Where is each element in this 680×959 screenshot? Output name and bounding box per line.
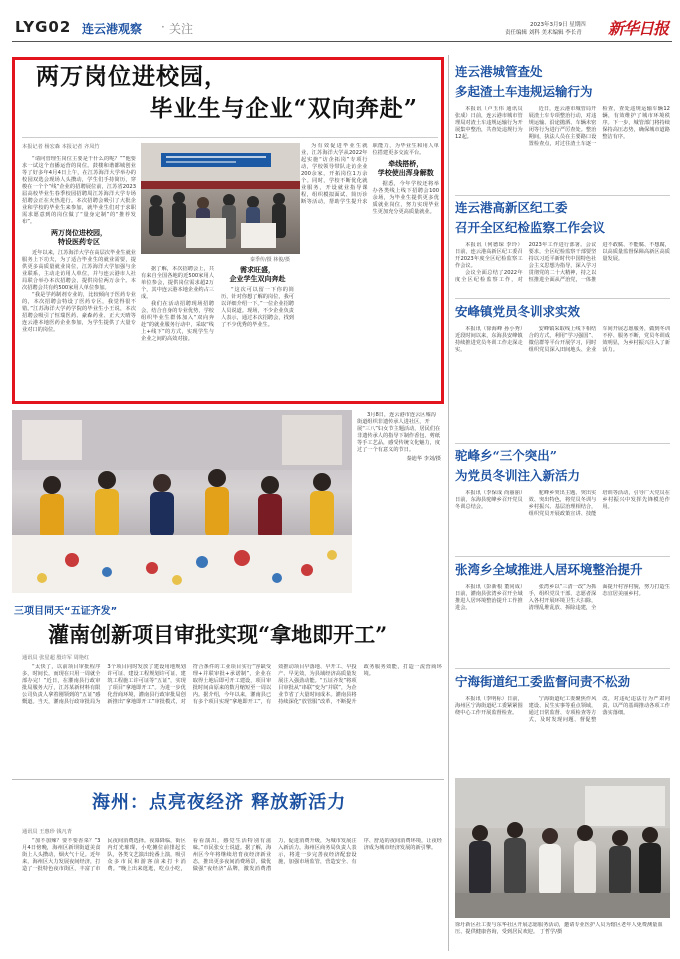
- lead-text-col3: [301, 143, 439, 400]
- story2-body: [22, 664, 442, 772]
- sidebar-divider-3: [455, 443, 670, 444]
- lead-subhead-1: 两万岗位进校园， 特设医药专区: [51, 229, 107, 246]
- lead-title: [22, 61, 438, 125]
- sidebar-item-3: [455, 302, 670, 440]
- sidebar-title-3: 安峰镇党员冬训求实效: [455, 304, 581, 319]
- sidebar-title-6: 宁海街道纪工委监督问责不松劲: [455, 674, 631, 689]
- story2-divider: [12, 779, 444, 780]
- lead-divider: [22, 137, 438, 138]
- lead-paragraph-7: 为有效促进毕业生就业，江苏海洋大学从2022年起实施“访企拓岗”专项行动，学校领导带队走访企业200余家，开拓岗位1万余个。同时，学校不断优化就业服务，开设就业指导课程，组织模拟面试、简历诊断等活动，帮助学生提升求职能力，为毕业生和用人单位搭建更多交流平台。: [301, 143, 439, 205]
- sidebar-body-2: 会议全面总结了2022年度全区纪检监察工作，对2023年工作进行部署。会议要求，全区纪检监察干部要坚持以习近平新时代中国特色社会主义思想为指导，深入学习贯彻党的二十大精神，持之以恒推进全面从严治党，一体推进不敢腐、不能腐、不想腐，以高质量监督保障高新区高质量发展。: [455, 242, 670, 283]
- sidebar-photo-caption: [455, 922, 670, 952]
- story3-paragraph: “加不加辣？要不要香菜？”3月4日傍晚，海州区新坝街道美食街上人头攒动，烟火气十足。近年来，海州区大力发展夜间经济，打造了一批特色夜市街区，丰富了市民夜间消费选择。夜幕降临，街区内灯光璀璨，小吃摊位前排起长队，各类文艺演出轮番上演，吸引众多市民和游客前来打卡消费。“晚上出来逛逛，吃点小吃，看看演出，感觉生活特别有滋味。”市民张女士说道。据了解，海州区今年将继续培育夜经济新业态，推出更多夜间消费场景，做优做强“夜经济”品牌，激发消费潜力，促进消费升级，为城市发展注入新活力。海州区商务局负责人表示，将进一步完善夜经济配套设施，加强市场监管，营造安全、有序、舒适的夜间消费环境，让夜经济成为城市经济发展的新引擎。: [22, 838, 442, 872]
- header-rule: [12, 41, 672, 42]
- sidebar-byline-4: 本报讯（李保成 尚丽丽）日前，东海县驼峰乡召开党员冬训总结会。: [455, 490, 523, 510]
- lead-paragraph-1: “请问管理生岗位主要是干什么的呢？””他要求一试这个直播运营的岗位。鼓楼和谐都城创业等了好多年4月4日上午，在江苏海洋大学举办的校园双选会现场人头攒动，学生们手持简历，穿梭在一个个“线”企业的招聘展位前，江苏省2023届高校毕业生春季校园招聘周江苏海洋大学专场招聘会正在火热进行。本次招聘会吸引了大批企业和学校的毕业生来参加，就毕业生们对于求职需求愿意到的岗位做了“量身定制”的“推荐发布”。: [22, 156, 136, 225]
- column-separator: [448, 55, 449, 951]
- sidebar-title-1: 连云港城管查处 多起渣土车违规运输行为: [455, 64, 593, 99]
- story2-paragraph: “太快了，以前项目审批程序多，时间长，而现在只用一周就全部办完！”近日，在灌南县行政审批局服务大厅，江苏某新材料有限公司负责人拿着刚领到的“五证”感慨道。当天，灌南县行政审批局为3个项目同时发放了建设用地规划许可证、建设工程规划许可证、建筑工程施工许可证等“五证”，实现了项目“拿地即开工”。为进一步优化营商环境，灌南县行政审批局创新推出“拿地即开工”审批模式，对符合条件的工业项目实行“容缺受理+并联审批+承诺制”，企业在取得土地后即可开工建设，项目审批时间由原来的数月缩短至一周以内。据介绍，今年以来，灌南县已有多个项目实现“拿地即开工”，有效推动项目早落地、早开工、早投产、早见效，为县域经济高质量发展注入强劲动能。“五证齐发”将项目审批从“串联”变为“并联”，为企业节省了大量时间成本。灌南县将持续深化“放管服”改革，不断提升政务服务效能，打造一流营商环境。: [22, 664, 442, 705]
- editors-line: 责任编辑 刘科 美术编辑 李长青: [505, 30, 582, 36]
- story2-kicker: 三项目同天“五证齐发”: [14, 606, 118, 617]
- story3-byline: 通讯员 王惠珍 钱凡青: [22, 829, 72, 835]
- lead-subhead-3: 牵线搭桥， 学校使出浑身解数: [377, 160, 434, 177]
- newspaper-logo: 新华日报: [608, 19, 669, 38]
- lead-photo: [141, 143, 300, 254]
- sidebar-body-6: 宁海街道纪工委聚焦作风建设、民生实事等重点领域，通过日常监督、专项检查等方式，及时发现问题、督促整改，对违纪违法行为严肃问责，以严的基调推动各项工作落实落细。: [528, 696, 670, 723]
- story2-byline: 通讯员 张星超 殷许军 周艳红: [22, 655, 90, 661]
- section-sub: 关注: [169, 22, 194, 36]
- page-header: LYG02 连云港观察 · 关注 2023年3月9日 星期四 责任编辑 刘科 美术编辑 李长青 新华日报: [15, 18, 669, 38]
- sidebar-title-4: 驼峰乡“三个突出” 为党员冬训注入新活力: [455, 448, 581, 483]
- sidebar-item-5: [455, 560, 670, 664]
- sidebar-item-2: [455, 198, 670, 298]
- lead-text-col1: [22, 156, 136, 400]
- intangible-heritage-scene: [12, 410, 352, 593]
- sidebar-body-5: 张湾乡以“三清一改”为抓手，组织党员干部、志愿者深入各村开展环境卫生大扫除，清理乱堆乱放、拆除违建，全面提升村容村貌，努力打造生态宜居美丽乡村。: [528, 584, 670, 611]
- sidebar-byline-5: 本报讯（彭新根 董同成）日前，灌南县张湾乡召开全域推进人居环境整治提升工作推进会。: [455, 584, 523, 611]
- lead-paragraph-2: 近年以来，江苏海洋大学在高层次毕业生就业服务上下功夫，为了适合毕业生的就业需要，提供更多高质量就业岗位，江苏海洋大学加强与企业联系，主动走访用人单位，并与连云港市人社局联合举办本次招聘会，提供岗位两万余个。本次招聘会共有约500家用人单位参加。: [22, 250, 136, 291]
- lead-paragraph-3: “我是学药制剂专业的，比较倾向于医药专业的，本次招聘会特设了医药专区，我觉得很不错。”江苏海洋大学药学院的毕业生小王说，本次招聘会吸引了恒瑞医药、豪森药业、正大天晴等连云港本地医药企业参加，为学生提供了大量专业对口的岗位。: [22, 292, 136, 333]
- sidebar-item-1: [455, 62, 670, 196]
- sidebar-byline-2: 本报讯（何德琛 李玲）日前，连云港高新区纪工委召开2023年度全区纪检监察工作会议。: [455, 242, 523, 269]
- sidebar-byline-1: 本报讯（卢玉伟 通讯员 张成）日前，连云港市城市管理局对渣土车违规运输行为开展集中整治，共查处违规行为12起。: [455, 106, 523, 140]
- sidebar-divider-5: [455, 668, 670, 669]
- sidebar-byline-3: 本报讯（徐海峰 孙小秀）近段时间以来，东海县安峰镇持续推进党员冬训工作走深走实。: [455, 326, 523, 353]
- sidebar-item-6: [455, 672, 670, 772]
- sidebar-body-3: 安峰镇采取线上线下相结合的方式，利用“学习强国”、微信群等平台开展学习，同时组织党员深入田间地头、企业车间开展志愿服务，做到冬训不停、服务不断，党员冬训成效明显，为乡村振兴注入了新活力。: [528, 326, 670, 353]
- feature-photo: [12, 410, 352, 593]
- sidebar-photo-credit: 丁哲学/摄: [539, 929, 563, 935]
- lead-title-line2: 毕业生与企业“双向奔赴”: [149, 95, 418, 122]
- lead-byline: 本报记者 杨宏森 本报记者 齐凤竹: [22, 144, 100, 150]
- lead-paragraph-8: 据悉，今年学校还将举办各类线上线下招聘会100余场，为毕业生提供更多优质就业岗位，努力实现毕业生更加充分更高质量就业。: [372, 181, 439, 215]
- sidebar-byline-6: 本报讯（李明标）日前，海州区宁海街道纪工委紧紧围绕中心工作开展监督检查。: [455, 696, 523, 716]
- sidebar-title-5: 张湾乡全域推进人居环境整治提升: [455, 562, 643, 577]
- lead-paragraph-6: “这次可以留一下你的简历，针对你想了解的岗位，我可以详细介绍一下。”一位企业招聘人员说道。现场，不少企业负责人表示，通过本次招聘会，找到了不少优秀的毕业生。: [221, 287, 294, 328]
- issue-date: 2023年3月9日 星期四: [530, 22, 586, 28]
- sidebar-photo: [455, 778, 670, 918]
- sidebar-photo-caption-text: 徐圩新区社工委与东华社区开展志愿服务活动，邀请专业医护人员为辖区老年人免费测量血压、提供健康咨询，受到居民欢迎。: [455, 922, 663, 935]
- lead-title-line1: 两万岗位进校园，: [36, 63, 228, 90]
- sidebar-divider-1: [455, 195, 670, 196]
- lead-paragraph-5: 我们在活动招聘现场招聘会，结合自身的专业优势，学校组织毕业生群体加入“双向奔赴”的就业服务行动中，采取“线上+线下”的方式，实现学生与企业之间的高效对接。: [141, 301, 214, 342]
- volunteer-service-scene: [455, 778, 670, 918]
- feature-caption-credit: 秦迪华 李刘/摄: [406, 456, 441, 462]
- section-name: 连云港观察: [82, 22, 143, 36]
- feature-photo-caption: [357, 412, 441, 592]
- story2-title: 灌南创新项目审批实现“拿地即开工”: [48, 622, 388, 647]
- sidebar-title-2: 连云港高新区纪工委 召开全区纪检监察工作会议: [455, 200, 606, 235]
- sidebar-divider-4: [455, 556, 670, 557]
- lead-paragraph-4: 据了解，本次招聘会上，共有来自全国各地的近500家用人单位参会，提供岗位需求超2万个，其中连云港本地企业约占三成。: [141, 266, 214, 300]
- job-fair-scene: [141, 143, 300, 254]
- story3-body: [22, 838, 442, 950]
- feature-caption-text: 3月8日，连云港市连云区墟沟街道组织非遗传承人进社区，开展“三八”妇女节主题活动，居民们在非遗传承人的指导下制作香包、剪纸等手工艺品，感受传统文化魅力，度过了一个有意义的节日。: [357, 412, 441, 453]
- lead-text-col2: [141, 266, 294, 400]
- lead-subhead-2: 需求旺盛， 企业学生双向奔赴: [229, 266, 286, 283]
- sidebar-body-4: 驼峰乡突出主题、突出实效、突出特色，将党员冬训与乡村振兴、基层治理相结合，组织党员开展政策宣讲、技能培训等活动，引导广大党员在乡村振兴中发挥先锋模范作用。: [528, 490, 670, 517]
- page-number: LYG02: [15, 18, 72, 36]
- sidebar-body-1: 近日，连云港市城管局开展渣土车专项整治行动，对违规运输、沿途抛洒、车辆未密闭等行为进行严厉查处。整治期间，执法人员在主要路口设置检查点，对过往渣土车逐一检查，查处违规运输车辆12辆，有效维护了城市环境秩序。下一步，城管部门将持续保持高压态势，确保城市道路整洁有序。: [528, 106, 670, 147]
- lead-photo-caption: 秦季传/摄 林俊/摄: [250, 257, 290, 263]
- sidebar-divider-2: [455, 298, 670, 299]
- sidebar-item-4: [455, 446, 670, 554]
- story3-title: 海州：点亮夜经济 释放新活力: [92, 792, 347, 813]
